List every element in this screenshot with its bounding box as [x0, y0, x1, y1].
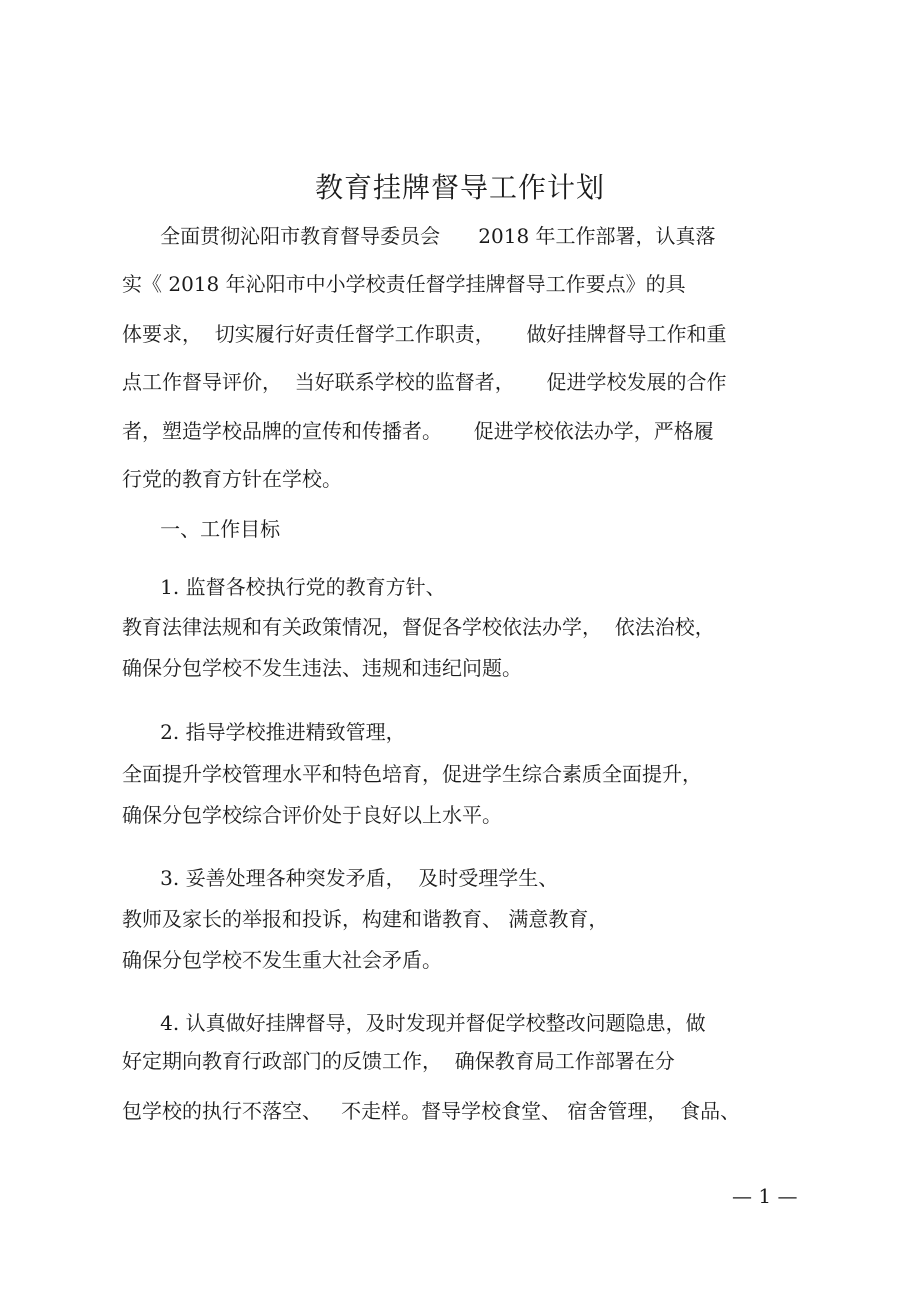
paragraph-line: 体要求， 切实履行好责任督学工作职责， 做好挂牌督导工作和重 [122, 322, 727, 346]
paragraph-line: 全面贯彻沁阳市教育督导委员会 2018 年工作部署，认真落 [122, 224, 716, 248]
list-item-1-line: 1. 监督各校执行党的教育方针、 [122, 575, 446, 599]
section-heading: 一、工作目标 [122, 517, 281, 541]
list-item-1-line: 确保分包学校不发生违法、违规和违纪问题。 [122, 656, 522, 680]
paragraph-line: 实《 2018 年沁阳市中小学校责任督学挂牌督导工作要点》的具 [122, 272, 686, 296]
list-item-2-line: 2. 指导学校推进精致管理， [122, 720, 406, 744]
paragraph-line: 者，塑造学校品牌的宣传和传播者。 促进学校依法办学，严格履 [122, 419, 714, 443]
paragraph-line: 行党的教育方针在学校。 [122, 467, 342, 491]
list-item-3-line: 确保分包学校不发生重大社会矛盾。 [122, 948, 442, 972]
list-item-1-line: 教育法律法规和有关政策情况，督促各学校依法办学， 依法治校， [122, 615, 715, 639]
document-title: 教育挂牌督导工作计划 [314, 171, 605, 204]
paragraph-line: 点工作督导评价， 当好联系学校的监督者， 促进学校发展的合作 [122, 370, 727, 394]
list-item-4-line: 4. 认真做好挂牌督导，及时发现并督促学校整改问题隐患，做 [122, 1011, 706, 1035]
list-item-4-line: 包学校的执行不落空、 不走样。督导学校食堂、 宿舍管理， 食品、 [122, 1099, 741, 1123]
list-item-2-line: 全面提升学校管理水平和特色培育，促进学生综合素质全面提升， [122, 762, 702, 786]
list-item-2-line: 确保分包学校综合评价处于良好以上水平。 [122, 803, 502, 827]
list-item-3-line: 3. 妥善处理各种突发矛盾， 及时受理学生、 [122, 866, 559, 890]
page-number: — 1 — [732, 1184, 798, 1208]
list-item-4-line: 好定期向教育行政部门的反馈工作， 确保教育局工作部署在分 [122, 1049, 675, 1073]
list-item-3-line: 教师及家长的举报和投诉，构建和谐教育、 满意教育， [122, 907, 609, 931]
